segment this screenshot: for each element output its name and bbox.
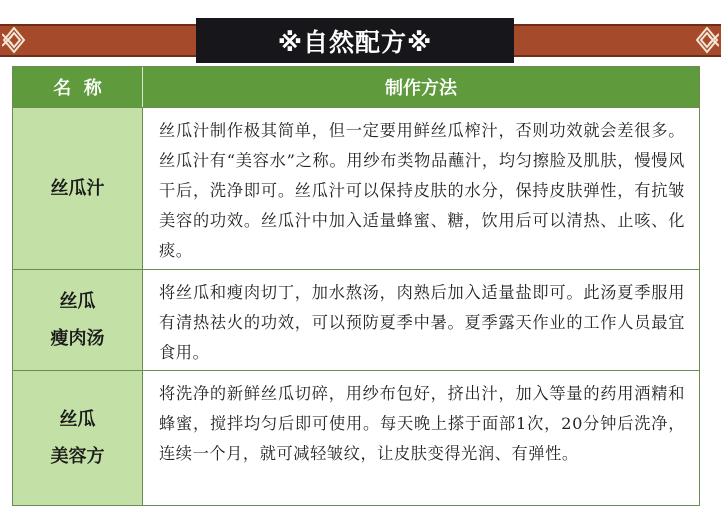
recipe-table (12, 66, 700, 506)
knot-ornament-icon (2, 20, 26, 60)
recipe-name-cell (13, 270, 143, 370)
recipe-name-line: 丝瓜汁 (50, 178, 105, 199)
title-banner (0, 18, 721, 63)
recipe-name-cell (13, 108, 143, 269)
column-header-name: 名 称 (13, 67, 143, 107)
table-row (13, 370, 699, 505)
recipe-name-line: 丝瓜 (59, 291, 96, 312)
recipe-name-line: 瘦肉汤 (50, 328, 105, 349)
recipe-method-text: 将丝瓜和瘦肉切丁，加水熬汤，肉熟后加入适量盐即可。此汤夏季服用有清热祛火的功效，可以预防夏季中暑。夏季露天作业的工作人员最宜食用。 (159, 283, 685, 362)
knot-ornament-icon (695, 20, 719, 60)
recipe-method-text: 将洗净的新鲜丝瓜切碎，用纱布包好，挤出汁，加入等量的药用酒精和蜂蜜，搅拌均匀后即可使用。每天晚上搽于面部1次，20分钟后洗净，连续一个月，就可减轻皱纹，让皮肤变得光润、有弹性。 (159, 384, 685, 463)
recipe-name-cell (13, 371, 143, 505)
table-row (13, 269, 699, 370)
table-row (13, 107, 699, 269)
column-header-method: 制作方法 (143, 67, 699, 107)
recipe-method-text: 丝瓜汁制作极其简单，但一定要用鲜丝瓜榨汁，否则功效就会差很多。丝瓜汁有“美容水”之称。用纱布类物品蘸汁，均匀擦脸及肌肤，慢慢风干后，洗净即可。丝瓜汁可以保持皮肤的水分，保持皮肤弹性，有抗皱美容的功效。丝瓜汁中加入适量蜂蜜、糖，饮用后可以清热、止咳、化痰。 (159, 121, 685, 260)
recipe-name-line: 丝瓜 (59, 409, 96, 430)
page-title: ※自然配方※ (196, 18, 514, 63)
recipe-name-line: 美容方 (50, 446, 105, 467)
